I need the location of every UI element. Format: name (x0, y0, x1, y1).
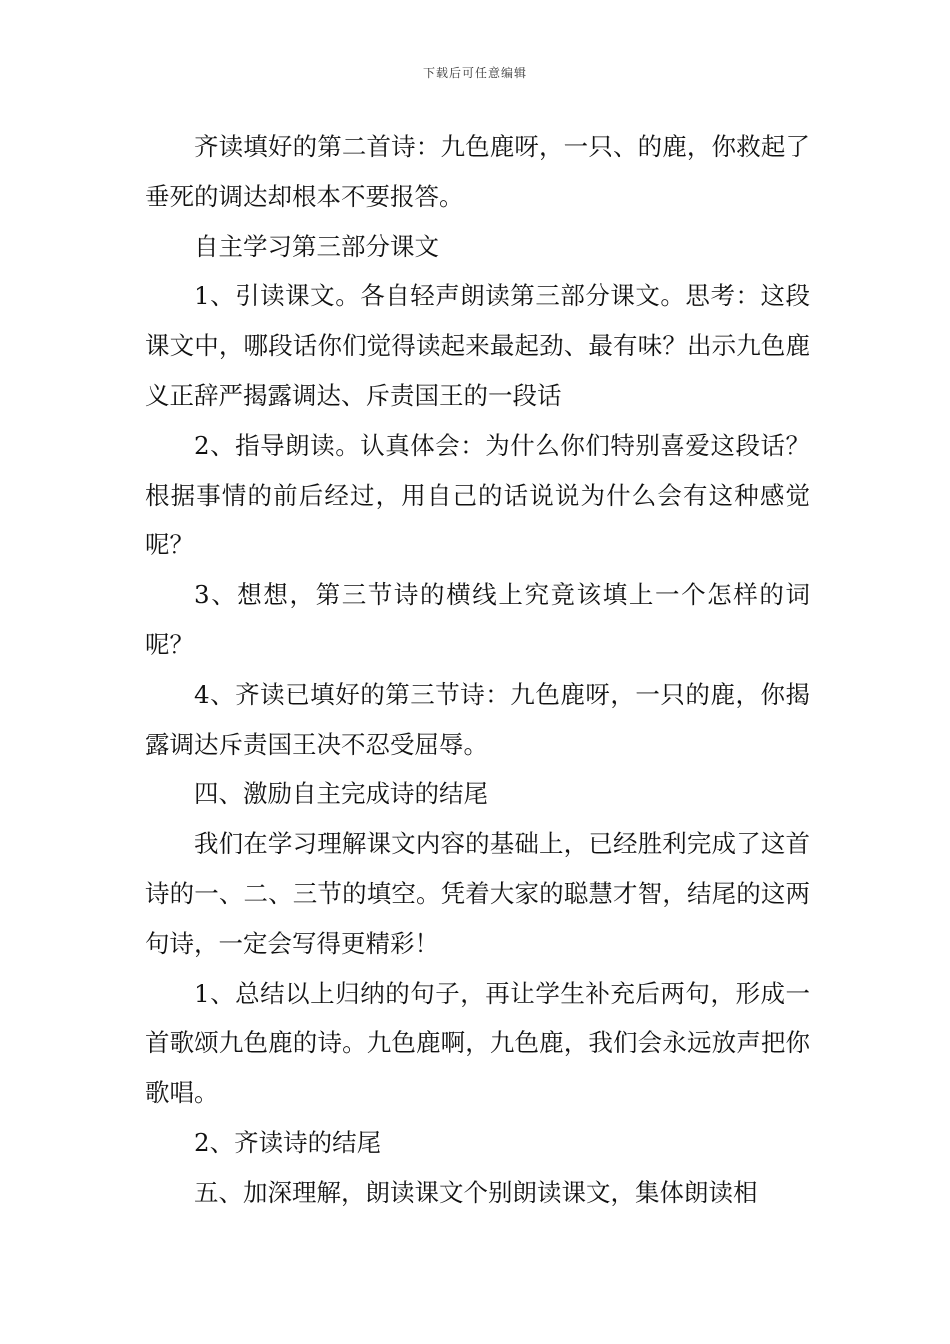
page-header: 下载后可任意编辑 (422, 66, 527, 80)
paragraph-summary-step-2: 2、齐读诗的结尾 (194, 1127, 382, 1157)
paragraph-step-2-guided-reading: 2、指导朗读。认真体会：为什么你们特别喜爱这段话？根据事情的前后经过，用自己的话说说为什么会有这种感觉呢？ (145, 430, 810, 560)
paragraph-step-4-poem-three: 4、齐读已填好的第三节诗：九色鹿呀，一只的鹿，你揭露调达斥责国王决不忍受屈辱。 (145, 679, 810, 759)
paragraph-section-five-heading: 五、加深理解，朗读课文个别朗读课文，集体朗读相 (194, 1177, 758, 1207)
paragraph-summary-step-1: 1、总结以上归纳的句子，再让学生补充后两句，形成一首歌颂九色鹿的诗。九色鹿啊，九色鹿，我们会永远放声把你歌唱。 (145, 978, 810, 1108)
paragraph-step-1-reading: 1、引读课文。各自轻声朗读第三部分课文。思考：这段课文中，哪段话你们觉得读起来最起劲、最有味？出示九色鹿义正辞严揭露调达、斥责国王的一段话 (145, 281, 810, 410)
paragraph-section-four-heading: 四、激励自主完成诗的结尾 (194, 779, 488, 809)
document-body (145, 122, 810, 1218)
paragraph-section-four-intro: 我们在学习理解课文内容的基础上，已经胜利完成了这首诗的一、二、三节的填空。凭着大家的聪慧才智，结尾的这两句诗，一定会写得更精彩！ (145, 829, 810, 958)
paragraph-step-3-fill-word: 3、想想，第三节诗的横线上究竟该填上一个怎样的词呢？ (145, 580, 810, 659)
paragraph-poem-two: 齐读填好的第二首诗：九色鹿呀，一只、的鹿，你救起了垂死的调达却根本不要报答。 (145, 132, 810, 211)
paragraph-section-three-heading: 自主学习第三部分课文 (194, 231, 439, 261)
